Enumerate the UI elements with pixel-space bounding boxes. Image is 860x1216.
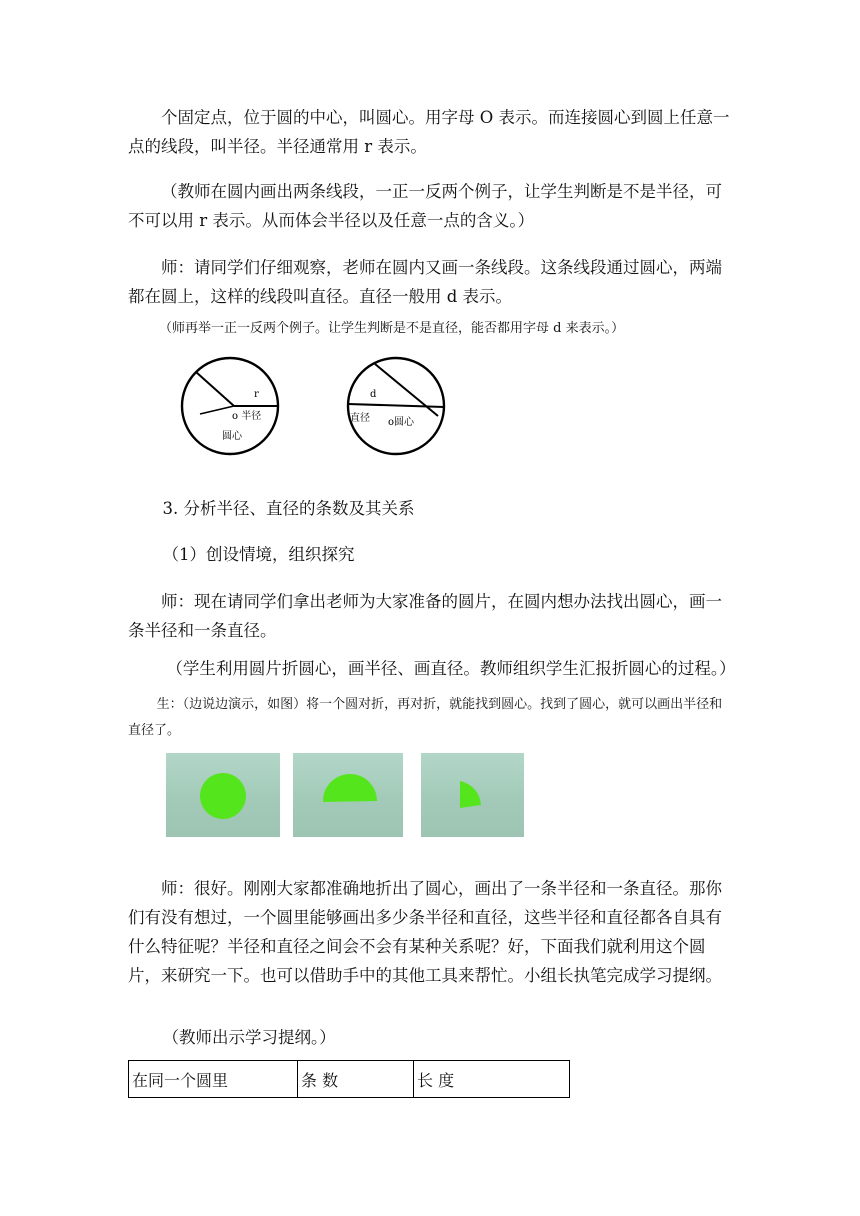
- circle-diagram-radius: [182, 358, 278, 454]
- paragraph-teacher-question: 师：很好。刚刚大家都准确地折出了圆心，画出了一条半径和一条直径。那你们有没有想过，一个圆里能够画出多少条半径和直径，这些半径和直径都各自具有什么特征呢？半径和直径之间会不会有某种关系呢？好，下面我们就利用这个圆片，来研究一下。也可以借助手中的其他工具来帮忙。小组长执笔完成学习提纲。: [128, 879, 722, 985]
- circle-diagrams: [170, 352, 470, 460]
- paper-quarter-circle-icon: [421, 753, 524, 837]
- sub-heading-1: （1）创设情境，组织探究: [162, 545, 355, 564]
- photo-quarter-circle: [421, 753, 524, 837]
- photo-half-circle: [293, 753, 403, 837]
- paragraph-student-demo: 生：（边说边演示，如图）将一个圆对折，再对折，就能找到圆心。找到了圆心，就可以画出半径和直径了。: [128, 697, 723, 738]
- table-header-cell: 条 数: [298, 1061, 414, 1098]
- paragraph-students-fold: （学生利用圆片折圆心，画半径、画直径。教师组织学生汇报折圆心的过程。）: [166, 659, 736, 678]
- label-center: 圆心: [222, 431, 242, 442]
- paper-semicircle-icon: [293, 753, 403, 837]
- paper-circle-icon: [166, 753, 280, 837]
- segment-line: [200, 406, 234, 414]
- study-outline-table: [128, 1060, 570, 1098]
- table-header-cell: 在同一个圆里: [129, 1061, 298, 1098]
- radius-line: [196, 372, 234, 406]
- section-heading-3: 3. 分析半径、直径的条数及其关系: [162, 499, 415, 518]
- label-r: r: [254, 389, 259, 400]
- paragraph-find-center: 师：现在请同学们拿出老师为大家准备的圆片，在圆内想办法找出圆心，画一条半径和一条直径。: [128, 592, 722, 640]
- circle-diagram-diameter: [348, 358, 444, 454]
- paragraph-radius-definition: 个固定点，位于圆的中心，叫圆心。用字母 O 表示。而连接圆心到圆上任意一点的线段，叫半径。半径通常用 r 表示。: [128, 108, 730, 156]
- paragraph-diameter-examples: （师再举一正一反两个例子。让学生判断是不是直径，能否都用字母 d 来表示。）: [159, 321, 625, 336]
- label-diameter: 直径: [350, 413, 370, 424]
- paragraph-teacher-radius-examples: （教师在圆内画出两条线段，一正一反两个例子，让学生判断是不是半径，可不可以用 r 表示。从而体会半径以及任意一点的含义。）: [128, 182, 722, 230]
- table-header-cell: 长 度: [414, 1061, 570, 1098]
- photo-full-circle: [166, 753, 280, 837]
- paragraph-show-outline: （教师出示学习提纲。）: [162, 1028, 336, 1047]
- table-row: [129, 1061, 570, 1098]
- diameter-line: [348, 404, 444, 407]
- label-d: d: [370, 389, 377, 400]
- paragraph-diameter-definition: 师：请同学们仔细观察，老师在圆内又画一条线段。这条线段通过圆心，两端都在圆上，这样的线段叫直径。直径一般用 d 表示。: [128, 258, 722, 306]
- label-center-radius: o 半径: [232, 411, 262, 422]
- label-center-o: o圆心: [388, 417, 415, 428]
